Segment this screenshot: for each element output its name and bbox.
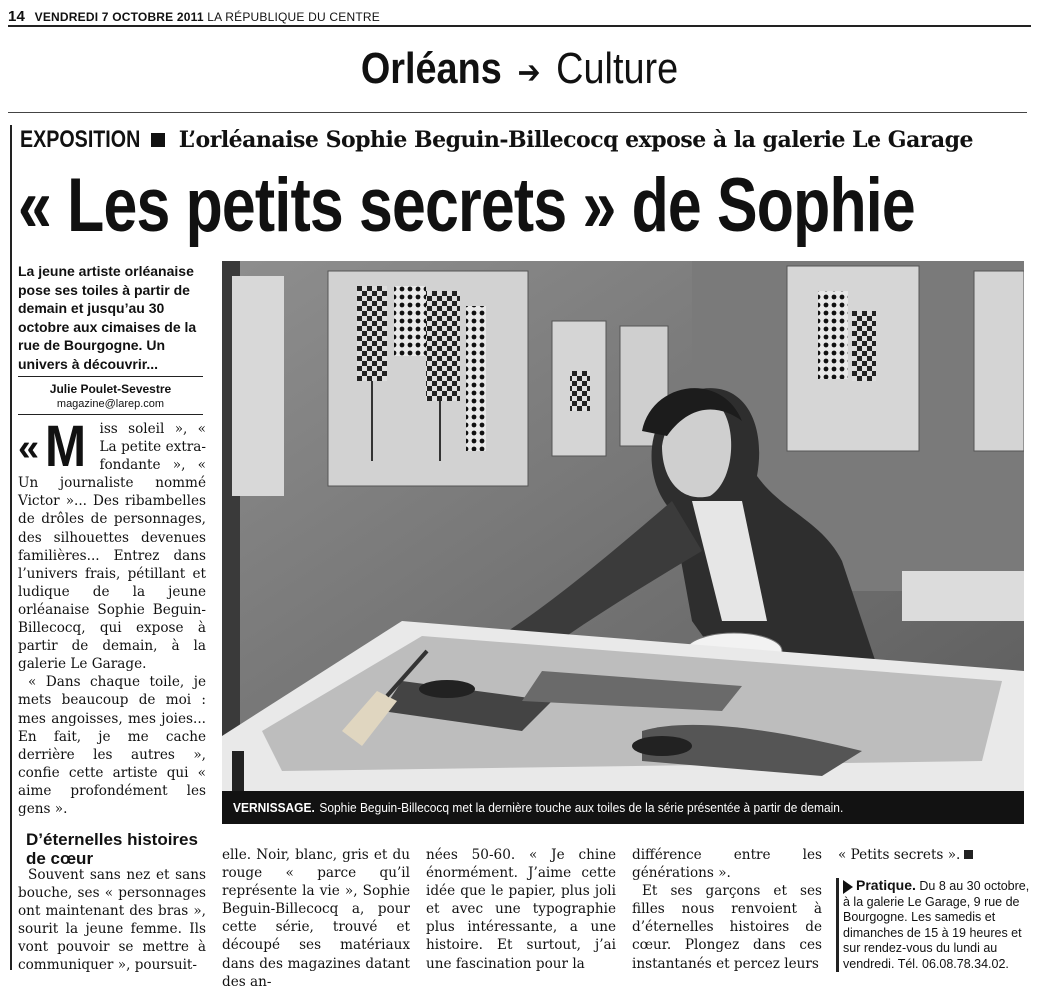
photo-artist-painting — [222, 261, 1024, 791]
body-column-1 — [18, 414, 206, 818]
body-column-1b — [18, 866, 206, 975]
kicker-label: EXPOSITION — [20, 126, 141, 153]
body-paragraph: iss soleil », « La petite extra-fondante », « Un journaliste nommé Victor »... Des ribambelles de drôles de personnages, des silhouettes devenues familières... Entrez dans l’univers frais, pétillant et ludique de la jeune orléanaise Sophie Beguin-Billecocq, qui expose à partir de demain, à la galerie Le Garage. — [18, 421, 206, 673]
body-column-5 — [838, 846, 1028, 864]
practical-phone: Tél. 06.08.78.34.02. — [897, 956, 1009, 971]
article-kicker — [20, 126, 973, 154]
page-folio — [8, 8, 380, 25]
practical-title: Pratique. — [856, 877, 916, 893]
header-rule — [8, 25, 1031, 27]
section-name: Culture — [556, 44, 679, 93]
body-paragraph: elle. Noir, blanc, gris et du rouge « parce qu’il représente la vie », Sophie Beguin-Billecocq a, pour cette série, trouvé et découpé ses matériaux dans des magazines datant des an- — [222, 847, 410, 990]
byline-email[interactable]: magazine@larep.com — [56, 398, 165, 410]
caption-text: Sophie Beguin-Billecocq met la dernière touche aux toiles de la série présentée à partir de demain. — [319, 800, 844, 815]
body-paragraph: différence entre les générations ». — [632, 847, 822, 882]
practical-info-box — [836, 878, 1035, 972]
arrow-right-icon: ➔ — [517, 54, 541, 90]
folio-date: VENDREDI 7 OCTOBRE 2011 — [34, 10, 204, 24]
photo-caption — [222, 791, 1024, 824]
body-paragraph: nées 50-60. « Je chine énormément. J’aime cette idée que le papier, plus joli et avec une typographie plus intéressante, a une histoire. Et surtout, j’ai une fascination pour la — [426, 847, 616, 972]
section-city: Orléans — [360, 44, 502, 93]
square-bullet-icon — [151, 133, 165, 147]
section-rule — [8, 112, 1027, 113]
byline-author: Julie Poulet-Sevestre — [49, 382, 172, 396]
body-column-4 — [632, 846, 822, 973]
kicker-deck: L’orléanaise Sophie Beguin-Billecocq expose à la galerie Le Garage — [178, 127, 974, 153]
practical-text: Du 8 au 30 octobre, à la galerie Le Garage, 9 rue de Bourgogne. Les samedis et dimanches de 15 à 19 heures et sur rendez-vous du lundi au vendredi. — [843, 879, 1030, 971]
body-paragraph: « Dans chaque toile, je mets beaucoup de moi : mes angoisses, mes joies... En fait, je me cache derrière les autres », confie cette artiste qui « aime profondément les gens ». — [18, 674, 206, 817]
article-headline: « Les petits secrets » de Sophie — [18, 163, 915, 248]
body-column-2 — [222, 846, 410, 991]
article-photo — [222, 261, 1024, 791]
end-square-icon — [964, 850, 973, 859]
drop-cap: M — [45, 414, 87, 479]
body-paragraph: « Petits secrets ». — [838, 847, 961, 863]
triangle-right-icon — [843, 880, 853, 894]
body-paragraph: Et ses garçons et ses filles nous renvoient à d’éternelles histoires de cœur. Plongez dans ces instantanés et percez leurs — [632, 883, 822, 972]
newspaper-name: LA RÉPUBLIQUE DU CENTRE — [207, 10, 380, 24]
body-paragraph: Souvent sans nez et sans bouche, ses « personnages ont maintenant des bras », sourit la jeune femme. Ils vont pouvoir se mettre à communiquer », poursuit- — [18, 867, 206, 974]
caption-label: VERNISSAGE. — [233, 800, 315, 815]
article-lead: La jeune artiste orléanaise pose ses toiles à partir de demain et jusqu’au 30 octobre aux cimaises de la rue de Bourgogne. Un univers à découvrir... — [18, 263, 197, 372]
page-number: 14 — [8, 8, 26, 25]
body-column-3 — [426, 846, 616, 973]
section-header — [73, 44, 967, 94]
article-left-rule — [10, 125, 12, 970]
byline-rule-top — [18, 376, 203, 377]
article-subheading: D’éternelles histoires de cœur — [26, 830, 198, 868]
drop-quote-mark: « — [18, 427, 40, 469]
